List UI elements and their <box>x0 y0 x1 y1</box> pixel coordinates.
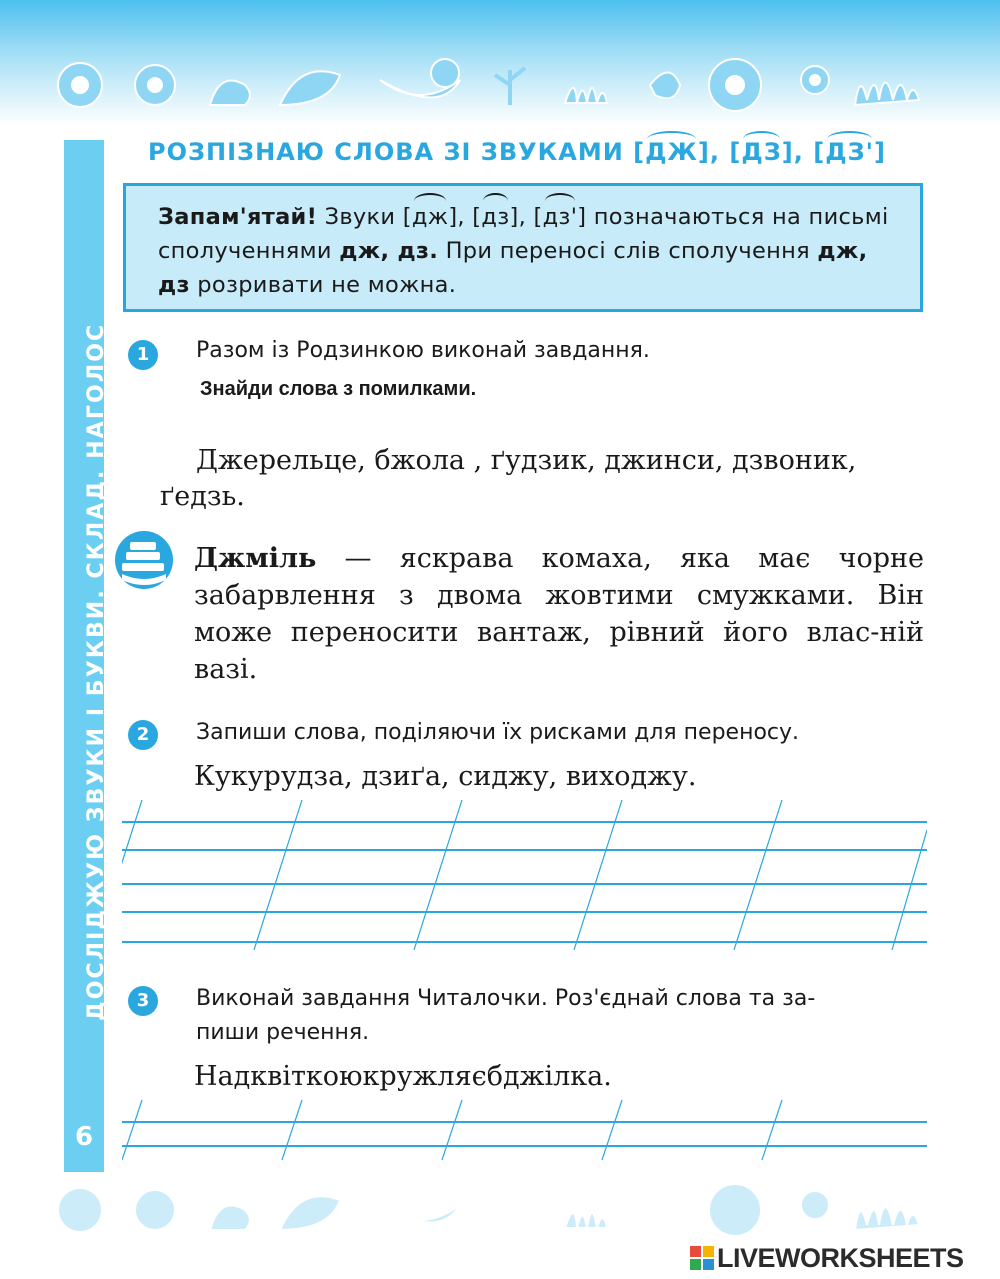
rule-sound-2: дз <box>481 200 509 234</box>
rule-box <box>123 183 923 312</box>
header-decoration <box>40 55 970 125</box>
title-sound-3: ДЗ' <box>825 138 874 166</box>
rule-heading: Запам'ятай! <box>158 204 318 230</box>
liveworksheets-logo[interactable] <box>690 1243 964 1273</box>
task1-fact-text: — яскрава комаха, яка має чорне забарвлення з двома жовтими смужками. Він може переносити вантаж, рівний його влас-ній вазі. <box>194 543 924 685</box>
task1-words-line1: Джерельце, бжола , ґудзик, джинси, дзвоник, <box>196 445 857 476</box>
rule-sound-3: дз' <box>543 200 578 234</box>
rule-fragment: розривати не можна. <box>189 272 457 298</box>
task2-instruction: Запиши слова, поділяючи їх рисками для переносу. <box>196 720 800 745</box>
side-caption: ДОСЛІДЖУЮ ЗВУКИ І БУКВИ. СКЛАД. НАГОЛОС <box>84 322 109 1021</box>
task1-subinstruction: Знайди слова з помилками. <box>200 378 477 400</box>
task3-text: Надквіткоюкружляєбджілка. <box>194 1061 612 1092</box>
task1-fact-bold: Джміль <box>194 543 317 574</box>
task3-number: 3 <box>128 986 158 1016</box>
task3-instruction-line1: Виконай завдання Читалочки. Роз'єднай слова та за- <box>196 986 816 1011</box>
task1-words-line2: ґедзь. <box>160 481 245 512</box>
title-bracket: ] <box>873 138 886 166</box>
title-bracket: ], <box>781 138 814 166</box>
footer-decoration <box>40 1180 970 1250</box>
task2-number: 2 <box>128 720 158 750</box>
rule-fragment: Звуки [ <box>317 204 412 230</box>
rule-bold: дж, дз <box>158 238 868 298</box>
task2-words: Кукурудза, дзиґа, сиджу, виходжу. <box>194 761 697 792</box>
task1-number: 1 <box>128 340 158 370</box>
title-bracket: [ <box>813 138 826 166</box>
writing-lines-2[interactable] <box>122 1100 927 1160</box>
book-stack-icon <box>112 530 176 590</box>
rule-fragment: ], [ <box>509 204 543 230</box>
page-number: 6 <box>74 1122 94 1152</box>
title-sound-1: ДЖ <box>645 138 698 166</box>
rule-fragment: ], [ <box>448 204 482 230</box>
title-bracket: [ <box>729 138 742 166</box>
rule-fragment: ] позначаються на письмі сполученнями <box>158 204 889 264</box>
writing-lines-1[interactable] <box>122 800 927 950</box>
rule-fragment: При переносі слів сполучення <box>438 238 818 264</box>
rule-sound-1: дж <box>412 200 448 234</box>
title-sound-2: ДЗ <box>741 138 782 166</box>
title-bracket: [ <box>633 138 646 166</box>
rule-text <box>158 200 898 302</box>
logo-text: LIVEWORKSHEETS <box>717 1242 964 1273</box>
title-main: РОЗПІЗНАЮ СЛОВА ЗІ ЗВУКАМИ <box>148 138 634 166</box>
flower-ornament-icon <box>40 55 970 125</box>
task3-instruction-line2: пиши речення. <box>196 1020 370 1045</box>
flower-ornament-icon <box>40 1180 970 1250</box>
logo-blocks-icon <box>690 1246 714 1270</box>
page-title <box>148 138 918 166</box>
task1-instruction: Разом із Родзинкою виконай завдання. <box>196 338 650 363</box>
title-bracket: ], <box>697 138 730 166</box>
rule-bold: дж, дз. <box>339 238 439 264</box>
task1-fact <box>194 540 924 688</box>
